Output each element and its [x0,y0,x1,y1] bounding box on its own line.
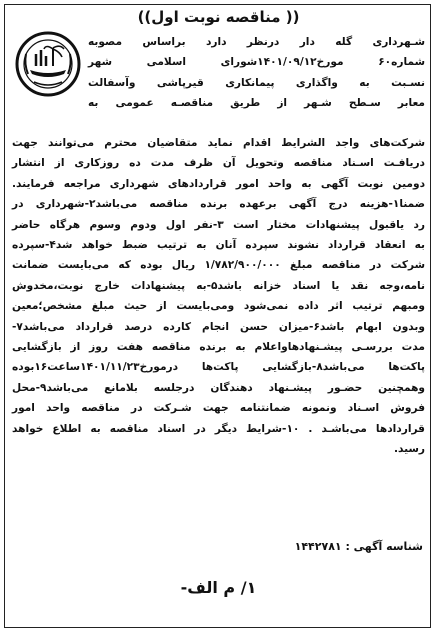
body-line: نامه،وجه نقد یا اسناد خزانه باشد۵-به پیشنهادات خارج نوبت،مخدوش [12,279,426,292]
body-line: دریافـت اسـناد مناقصه وتحویل آن ظرف مدت ده روزکاری از انتشار [12,157,425,170]
intro-line: معابر سـطح شـهر از طریق مناقصـه عمومی به [88,97,425,110]
body-line: فروش اسـناد ونمونه ضمانتنامه جهت شـرکت در مناقصه واحد امور [12,402,425,415]
body-line: رد یاقبول پیشنهادات مختار است ۳-نفر اول ودوم وسوم هرگاه حاضر [12,218,425,231]
notice-body [12,133,425,460]
body-line: قراردادها می‌باشـد . ۱۰-شرایط دیگر در اسناد مناقصه به اطلاع خواهد [12,422,425,435]
intro-line: شماره۶۰ مورخ۱۴۰۱/۰۹/۱۲شورای اسلامی شهر [88,56,425,69]
notice-code: ۱/ م الف- [180,578,257,597]
notice-id: شناسه آگهی : ۱۴۴۲۷۸۱ [294,540,423,553]
body-line: شرکت‌های واجد الشرایط اقدام نماید متقاضیان محترم می‌توانند جهت [12,137,425,149]
body-line: وبدون ابهام باشد۶-میزان حسن انجام کارده درصد قرارداد می‌باشد۷- [12,320,425,333]
body-line: شرکت در مناقصه مبلغ ۱/۷۸۲/۹۰۰/۰۰۰ ریال بوده که می‌بایست ضمانت [12,259,426,272]
body-line: رسید. [394,443,425,456]
body-line: ومبهم ترتیب اثر داده نمی‌شود ومی‌بایست از حیث مبلغ مشخص؛معین [12,300,425,313]
body-line: ضمنا۱-هزینه درج آگهی برعهده برنده مناقصه می‌باشد۲-شهرداری در [12,198,425,211]
municipality-logo [14,30,82,98]
body-line: مدت بررسـی پیشـنهادهاواعلام به برنده مناقصه هفت روز از بازگشایی [12,341,425,354]
intro-line: نسـبت به واگذاری پیمانکاری قیرپاشی وآسفالت [88,76,425,89]
body-line: وهمچنین حضـور پیشـنهاد دهندگان درجلسه بلامانع می‌باشد۹-محل [12,381,425,394]
notice-intro [88,32,425,114]
body-line: به انعقاد قرارداد نشوند سپرده آنان به ترتیب ضبط خواهد شد۴-سپرده [12,239,425,252]
notice-title: (( مناقصه نوبت اول)) [137,8,300,26]
intro-line: شـهرداری گله دار درنظر دارد براساس مصوبه [88,36,425,48]
body-line: دومین نوبت آگهی به واحد امور قراردادهای شهرداری مراجعه فرمایند. [12,177,425,190]
body-line: پاکت‌ها می‌باشد۸-بازگشایی پاکت‌ها درمورخ۱۴۰۱/۱۱/۲۳ساعت۱۶بوده [12,361,425,374]
